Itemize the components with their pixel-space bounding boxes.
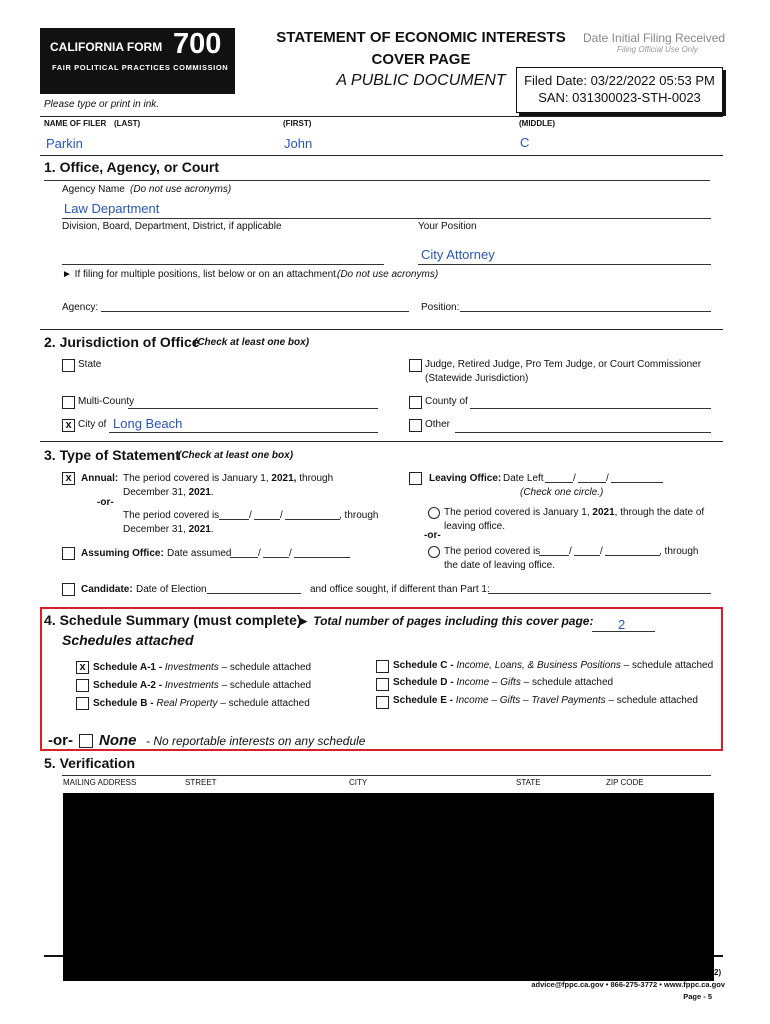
total-pages-label: ► Total number of pages including this cover page: [298,614,594,628]
footer-rule-right [714,955,723,957]
none-label: None [99,732,137,749]
section1-title: 1. Office, Agency, or Court [44,159,220,175]
agency-line-label: Agency: [62,302,99,313]
check-one-circle: (Check one circle.) [520,487,604,498]
leave-option2-text2: the date of leaving office. [444,560,556,571]
title-line2: COVER PAGE [371,51,471,68]
filer-first-name[interactable]: John [284,136,313,151]
agency-name-label: Agency Name [62,184,125,195]
schedule-a1-label: Schedule A-1 - Investments – schedule attached [93,662,312,673]
other-label: Other [425,419,451,430]
schedule-b-label: Schedule B - Real Property – schedule attached [93,698,310,709]
through-label: , through [339,510,379,521]
candidate-label: Candidate: [81,584,133,595]
form-number: 700 [173,28,222,60]
section2-note: (Check at least one box) [194,337,310,348]
title-line1: STATEMENT OF ECONOMIC INTERESTS [276,29,566,46]
label-last: (LAST) [114,119,141,128]
county-checkbox[interactable] [409,396,422,409]
schedule-c-checkbox[interactable] [376,660,389,673]
form-label: CALIFORNIA FORM [50,40,163,54]
county-of-label: County of [425,396,468,407]
received-sub: Filing Official Use Only [617,45,698,54]
filed-stamp [516,67,723,113]
date-assumed-label: Date assumed [167,548,232,559]
footer-contact: advice@fppc.ca.gov • 866-275-3772 • www.fppc.ca.gov [531,980,725,989]
period-covered-label: The period covered is [123,510,220,521]
multi-county-label: Multi-County [78,396,135,407]
leave-option1-text2: leaving office. [444,521,505,532]
or-label-1: -or- [97,497,114,508]
agency-name-value[interactable]: Law Department [64,201,160,216]
city-label: CITY [349,778,368,787]
annual-period-line2: December 31, 2021. [123,487,214,498]
annual-label: Annual: [81,473,119,484]
city-checkbox[interactable]: x [62,419,75,432]
received-label: Date Initial Filing Received [583,31,726,45]
section3-note: (Check at least one box) [178,450,294,461]
schedule-c-label: Schedule C - Income, Loans, & Business Positions – schedule attached [393,660,714,671]
assuming-office-label: Assuming Office: [81,548,164,559]
filer-last-name[interactable]: Parkin [46,136,83,151]
instruction-text: Please type or print in ink. [44,99,160,110]
filer-middle-name[interactable]: C [520,135,530,150]
label-first: (FIRST) [283,119,312,128]
leave-option2-through: , through [659,546,699,557]
schedule-a1-checkbox[interactable]: x [76,661,89,674]
annual-checkbox[interactable]: x [62,472,75,485]
judge-label-sub: (Statewide Jurisdiction) [425,373,529,384]
multi-county-checkbox[interactable] [62,396,75,409]
agency-name-note: (Do not use acronyms) [130,184,232,195]
judge-checkbox[interactable] [409,359,422,372]
state-label-verif: STATE [516,778,541,787]
schedule-e-label: Schedule E - Income – Gifts – Travel Payments – schedule attached [393,695,698,706]
leave-option1-text: The period covered is January 1, 2021, through the date of [444,507,705,518]
candidate-checkbox[interactable] [62,583,75,596]
judge-label: Judge, Retired Judge, Pro Tem Judge, or Court Commissioner [425,359,702,370]
leaving-office-checkbox[interactable] [409,472,422,485]
street-label: STREET [185,778,217,787]
footer-fragment: 2) [714,968,722,977]
schedule-a2-label: Schedule A-2 - Investments – schedule attached [93,680,312,691]
state-checkbox[interactable] [62,359,75,372]
leave-option2-radio[interactable] [428,546,440,558]
or-none-label: -or- [48,732,73,749]
assuming-office-checkbox[interactable] [62,547,75,560]
total-pages-value[interactable]: 2 [618,617,626,632]
none-description: - No reportable interests on any schedule [146,734,366,748]
schedule-d-checkbox[interactable] [376,678,389,691]
zip-code-label: ZIP CODE [606,778,644,787]
label-name-of-filer: NAME OF FILER [44,119,107,128]
multiple-positions-note-italic: (Do not use acronyms) [337,269,439,280]
agency-name: FAIR POLITICAL PRACTICES COMMISSION [52,63,229,72]
date-left-label: Date Left [503,473,544,484]
leave-option2-text: The period covered is [444,546,541,557]
other-checkbox[interactable] [409,419,422,432]
schedules-attached-heading: Schedules attached [62,632,194,648]
schedule-a2-checkbox[interactable] [76,679,89,692]
footer-rule [44,955,63,957]
leave-option1-radio[interactable] [428,507,440,519]
label-middle: (MIDDLE) [519,119,555,128]
section2-title: 2. Jurisdiction of Office [44,334,200,350]
san-number: SAN: 031300023-STH-0023 [538,90,701,105]
office-sought-label: and office sought, if different than Part 1: [310,584,490,595]
title-line3: A PUBLIC DOCUMENT [336,72,506,89]
section5-title: 5. Verification [44,755,136,771]
position-line-label: Position: [421,302,460,313]
state-label: State [78,359,102,370]
multiple-positions-note: ► If filing for multiple positions, list below or on an attachment. [62,269,339,280]
or-label-2: -or- [424,530,441,541]
dec31-line: December 31, 2021. [123,524,214,535]
annual-period-line1: The period covered is January 1, 2021, through [123,473,334,484]
schedule-d-label: Schedule D - Income – Gifts – schedule attached [393,677,614,688]
city-of-label: City of [78,419,107,430]
footer-page-number: Page - 5 [683,992,712,1001]
city-value[interactable]: Long Beach [113,416,183,431]
redaction-block [63,793,714,981]
none-checkbox[interactable] [79,734,93,748]
date-of-election-label: Date of Election [136,584,207,595]
mailing-address-label: MAILING ADDRESS [63,778,137,787]
form-logo [40,28,235,94]
leaving-office-label: Leaving Office: [429,473,502,484]
position-value[interactable]: City Attorney [421,247,495,262]
filed-date: Filed Date: 03/22/2022 05:53 PM [524,73,715,88]
section4-title: 4. Schedule Summary (must complete) [44,612,302,628]
section3-title: 3. Type of Statement [44,447,180,463]
division-label: Division, Board, Department, District, if applicable [62,221,282,232]
your-position-label: Your Position [418,221,477,232]
schedule-b-checkbox[interactable] [76,697,89,710]
schedule-e-checkbox[interactable] [376,696,389,709]
